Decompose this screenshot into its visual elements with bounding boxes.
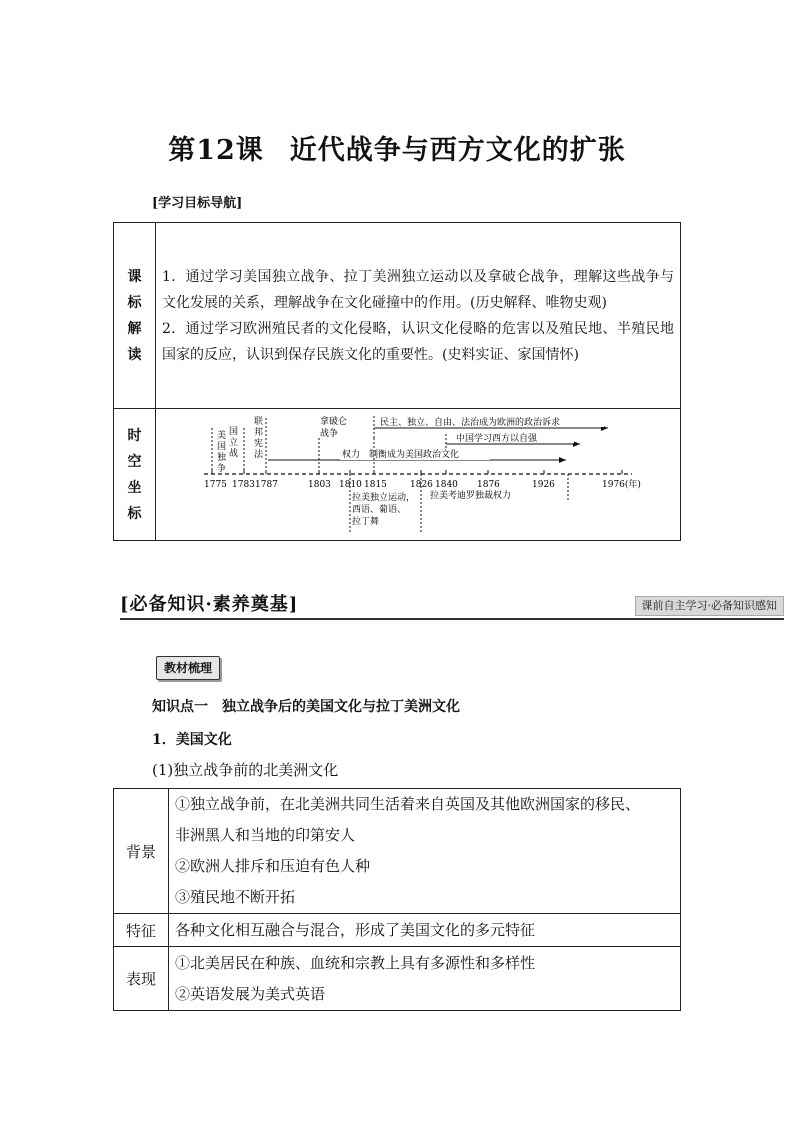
lesson-name: 近代战争与西方文化的扩张 <box>289 135 626 166</box>
year-label: 1787 <box>255 479 278 490</box>
table-row <box>114 914 681 947</box>
goals-table <box>113 222 681 541</box>
subheading-pre-war-culture: (1)独立战争前的北美洲文化 <box>152 761 339 779</box>
svg-text:争: 争 <box>217 463 227 474</box>
row-content: ①北美居民在种族、血统和宗教上具有多源性和多样性 ②英语发展为美式英语 <box>169 947 681 1011</box>
section-banner <box>120 590 784 620</box>
curriculum-item: 2．通过学习欧洲殖民者的文化侵略，认识文化侵略的危害以及殖民地、半殖民地国家的反应，认识到保存民族文化的重要性。(史料实证、家国情怀) <box>162 320 674 363</box>
svg-text:独: 独 <box>217 452 227 463</box>
year-label: 1840 <box>435 479 458 490</box>
year-label: 1976(年) <box>602 479 641 490</box>
year-label: 1803 <box>308 479 331 490</box>
year-label: 1815 <box>364 479 387 490</box>
svg-text:宪: 宪 <box>254 438 264 449</box>
textbook-review-badge: 教材梳理 <box>156 656 220 680</box>
lesson-number: 第12课 <box>168 135 264 166</box>
svg-text:拉美独立运动，: 拉美独立运动， <box>352 492 416 503</box>
year-label: 1810 <box>339 479 362 490</box>
section-divider <box>120 618 784 620</box>
svg-text:邦: 邦 <box>254 427 264 438</box>
table-row <box>114 789 681 914</box>
knowledge-point-heading <box>152 696 460 716</box>
event-caudillo: 拉美考迪罗独裁权力 <box>430 490 512 501</box>
row-label: 背景 <box>114 789 169 914</box>
timeline-diagram <box>156 410 680 540</box>
svg-text:美: 美 <box>217 430 227 441</box>
row-content: ①独立战争前，在北美洲共同生活着来自英国及其他欧洲国家的移民、 非洲黑人和当地的印第安人 ②欧洲人排斥和压迫有色人种 ③殖民地不断开拓 <box>169 789 681 914</box>
year-label: 1775 <box>204 479 227 490</box>
svg-text:国: 国 <box>229 426 239 437</box>
year-label: 1926 <box>532 479 555 490</box>
year-label: 1876 <box>477 479 500 490</box>
knowledge-point-title: 独立战争后的美国文化与拉丁美洲文化 <box>222 699 460 715</box>
event-democracy: 民主、独立、自由、法治成为欧洲的政治诉求 <box>380 417 561 428</box>
table-row <box>114 947 681 1011</box>
timeline-cell <box>156 409 681 541</box>
svg-text:西语、葡语、: 西语、葡语、 <box>352 504 407 515</box>
svg-text:法: 法 <box>254 449 264 460</box>
event-china: 中国学习西方以自强 <box>456 433 538 444</box>
culture-table <box>113 788 681 1011</box>
row-label: 特征 <box>114 914 169 947</box>
year-label: 1783 <box>232 479 255 490</box>
svg-text:拉丁舞: 拉丁舞 <box>352 516 380 527</box>
svg-text:战: 战 <box>229 448 239 459</box>
svg-text:联: 联 <box>254 416 264 427</box>
svg-text:国: 国 <box>217 441 227 452</box>
row-label: 表现 <box>114 947 169 1011</box>
svg-text:立: 立 <box>229 437 239 448</box>
curriculum-label: 课 标 解 读 <box>114 223 156 409</box>
curriculum-content <box>156 223 681 409</box>
timeline-label: 时 空 坐 标 <box>114 409 156 541</box>
curriculum-item: 1．通过学习美国独立战争、拉丁美洲独立运动以及拿破仑战争，理解这些战争与文化发展的关系，理解战争在文化碰撞中的作用。(历史解释、唯物史观) <box>162 268 674 311</box>
section-title: [必备知识·素养奠基] <box>120 594 299 615</box>
goals-heading: [学习目标导航] <box>152 196 243 211</box>
event-checks-balances: 权力 制衡成为美国政治文化 <box>342 449 460 460</box>
svg-text:战争: 战争 <box>320 428 339 439</box>
section-tag: 课前自主学习·必备知识感知 <box>635 596 785 616</box>
subheading-american-culture: 1．美国文化 <box>152 732 232 748</box>
svg-text:拿破仑: 拿破仑 <box>320 416 348 427</box>
row-content: 各种文化相互融合与混合，形成了美国文化的多元特征 <box>169 914 681 947</box>
knowledge-point-label: 知识点一 <box>152 699 208 715</box>
lesson-title <box>0 128 794 167</box>
year-label: 1826 <box>410 479 433 490</box>
